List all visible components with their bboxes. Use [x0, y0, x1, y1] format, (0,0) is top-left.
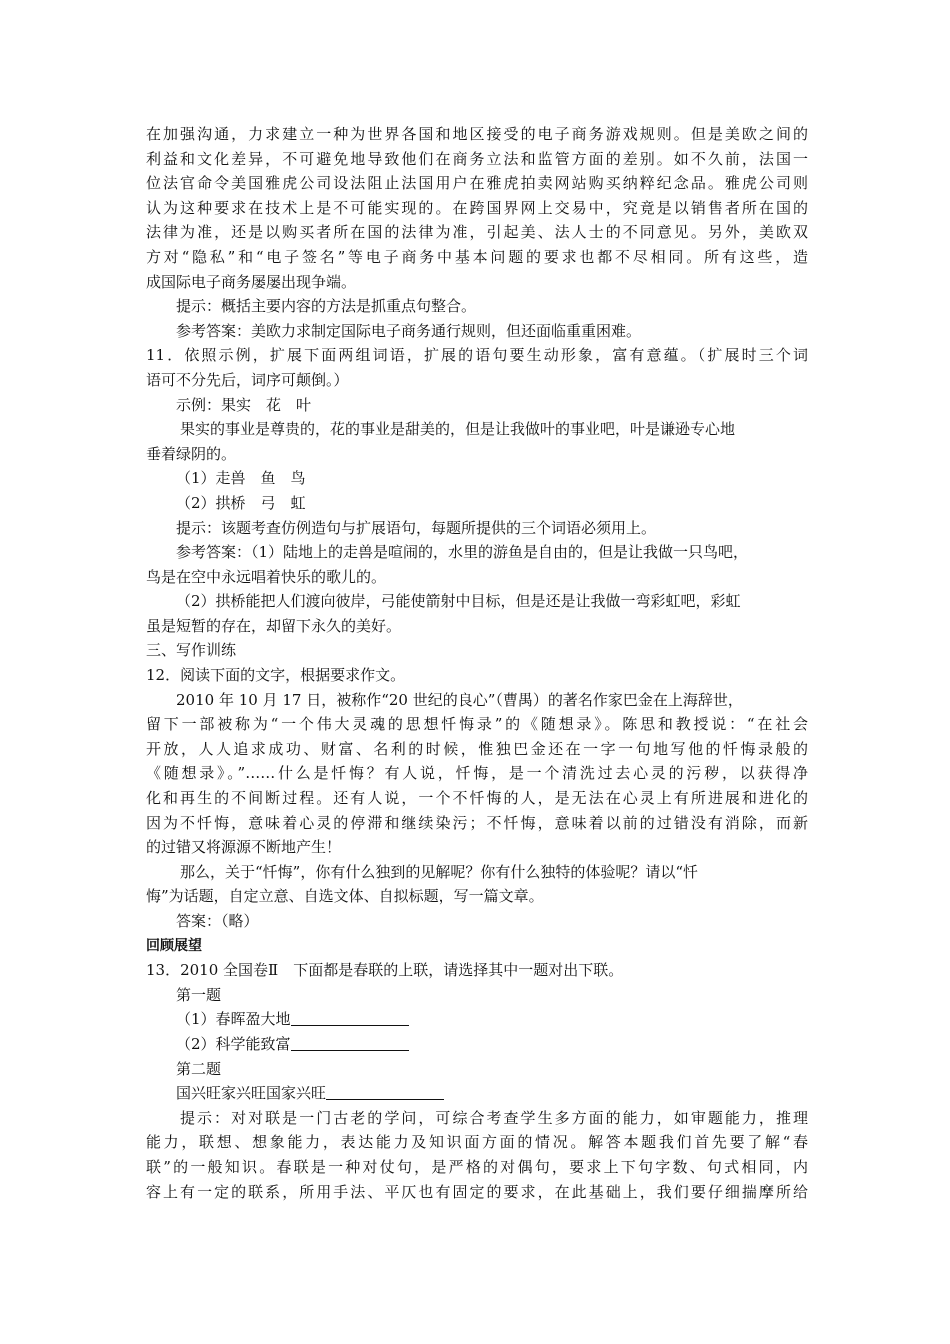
answer-blank [291, 1009, 409, 1026]
text-line [146, 1081, 808, 1106]
line-text: 参考答案：（1）陆地上的走兽是喧闹的，水里的游鱼是自由的，但是让我做一只鸟吧， [176, 543, 749, 562]
text-line [146, 638, 808, 663]
text-line [146, 663, 808, 688]
text-line [146, 171, 808, 196]
answer-blank [326, 1083, 444, 1100]
text-line [146, 860, 808, 885]
line-text: 2010 年 10 月 17 日，被称作“20 世纪的良心”（曹禺）的著名作家巴金在上海辞世， [176, 690, 743, 709]
line-text: （2）拱桥 弓 虹 [176, 493, 306, 512]
text-line [146, 270, 808, 295]
line-text: 那么，关于“忏悔”，你有什么独到的见解呢？你有什么独特的体验呢？请以“忏 [180, 862, 699, 881]
text-line [146, 786, 808, 811]
line-text: 法律为准，还是以购买者所在国的法律为准，引起美、法人士的不同意见。另外，美欧双 [146, 223, 808, 242]
text-line [146, 1106, 808, 1131]
line-text: 回顾展望 [146, 937, 202, 954]
text-line [146, 688, 808, 713]
document-page [146, 122, 808, 1204]
text-line [146, 466, 808, 491]
text-line [146, 417, 808, 442]
text-line [146, 811, 808, 836]
line-text: 联”的一般知识。春联是一种对仗句，是严格的对偶句，要求上下句字数、句式相同，内 [146, 1157, 808, 1176]
text-line [146, 343, 808, 368]
text-line [146, 909, 808, 934]
line-text: 第一题 [176, 985, 222, 1004]
text-line [146, 737, 808, 762]
text-line [146, 245, 808, 270]
text-line [146, 958, 808, 983]
text-line [146, 294, 808, 319]
text-line [146, 147, 808, 172]
line-text: 因为不忏悔，意味着心灵的停滞和继续染污；不忏悔，意味着以前的过错没有消除，而新 [146, 813, 808, 832]
line-text: 悔”为话题，自定立意、自选文体、自拟标题，写一篇文章。 [146, 887, 544, 906]
answer-blank [291, 1034, 409, 1051]
text-line [146, 368, 808, 393]
text-line [146, 442, 808, 467]
text-line [146, 835, 808, 860]
line-text: 提示：概括主要内容的方法是抓重点句整合。 [176, 297, 477, 316]
text-line [146, 516, 808, 541]
line-text: 13．2010 全国卷Ⅱ 下面都是春联的上联，请选择其中一题对出下联。 [146, 961, 624, 980]
line-text: 成国际电子商务屡屡出现争端。 [146, 272, 357, 291]
line-text: 虽是短暂的存在，却留下永久的美好。 [146, 616, 402, 635]
line-text: 留下一部被称为“一个伟大灵魂的思想忏悔录”的《随想录》。陈思和教授说：“在社会 [146, 715, 808, 734]
line-text: 国兴旺家兴旺国家兴旺 [176, 1084, 327, 1103]
text-line [146, 1032, 808, 1057]
line-text: 提示：该题考查仿例造句与扩展语句，每题所提供的三个词语必须用上。 [176, 518, 657, 537]
line-text: （1）春晖盈大地 [176, 1010, 291, 1029]
line-text: 参考答案：美欧力求制定国际电子商务通行规则，但还面临重重困难。 [176, 321, 642, 340]
text-line [146, 393, 808, 418]
line-text: 11．依照示例，扩展下面两组词语，扩展的语句要生动形象，富有意蕴。（扩展时三个词 [146, 346, 808, 365]
line-text: 的过错又将源源不断地产生！ [146, 838, 342, 857]
text-line [146, 1155, 808, 1180]
line-text: （2）拱桥能把人们渡向彼岸，弓能使箭射中目标，但是还是让我做一弯彩虹吧，彩虹 [176, 592, 741, 611]
line-text: 答案：（略） [176, 912, 259, 930]
text-line [146, 589, 808, 614]
text-line [146, 491, 808, 516]
text-line [146, 122, 808, 147]
line-text: 能力，联想、想象能力，表达能力及知识面方面的情况。解答本题我们首先要了解“春 [146, 1133, 808, 1152]
line-text: 12．阅读下面的文字，根据要求作文。 [146, 666, 406, 685]
line-text: 开放，人人追求成功、财富、名利的时候，惟独巴金还在一字一句地写他的忏悔录般的 [146, 739, 808, 758]
text-line [146, 712, 808, 737]
text-line [146, 761, 808, 786]
line-text: 垂着绿阴的。 [146, 444, 237, 463]
line-text: 在加强沟通，力求建立一种为世界各国和地区接受的电子商务游戏规则。但是美欧之间的 [146, 125, 808, 143]
line-text: 鸟是在空中永远唱着快乐的歌儿的。 [146, 567, 387, 586]
text-line [146, 565, 808, 590]
text-line [146, 1180, 808, 1205]
line-text: 容上有一定的联系，所用手法、平仄也有固定的要求，在此基础上，我们要仔细揣摩所给 [146, 1182, 808, 1201]
line-text: 利益和文化差异，不可避免地导致他们在商务立法和监管方面的差别。如不久前，法国一 [146, 149, 808, 168]
line-text: 位法官命令美国雅虎公司设法阻止法国用户在雅虎拍卖网站购买纳粹纪念品。雅虎公司则 [146, 174, 808, 193]
line-text: 《随想录》。”……什么是忏悔？有人说，忏悔，是一个清洗过去心灵的污秽，以获得净 [146, 764, 808, 783]
text-line [146, 1057, 808, 1082]
section-heading [146, 934, 808, 959]
line-text: 化和再生的不间断过程。还有人说，一个不忏悔的人，是无法在心灵上有所进展和进化的 [146, 789, 808, 808]
text-line [146, 884, 808, 909]
line-text: 语可不分先后，词序可颠倒。） [146, 370, 349, 389]
line-text: 第二题 [176, 1059, 222, 1078]
line-text: 示例：果实 花 叶 [176, 395, 312, 414]
line-text: （1）走兽 鱼 鸟 [176, 469, 306, 488]
text-line [146, 1007, 808, 1032]
text-line [146, 196, 808, 221]
line-text: 果实的事业是尊贵的，花的事业是甜美的，但是让我做叶的事业吧，叶是谦逊专心地 [180, 420, 736, 439]
line-text: 提示：对对联是一门古老的学问，可综合考查学生多方面的能力，如审题能力，推理 [180, 1108, 808, 1127]
text-line [146, 1130, 808, 1155]
text-line [146, 614, 808, 639]
text-line [146, 319, 808, 344]
text-line [146, 220, 808, 245]
text-line [146, 540, 808, 565]
line-text: 认为这种要求在技术上是不可能实现的。在跨国界网上交易中，究竟是以销售者所在国的 [146, 198, 808, 217]
line-text: 方对“隐私”和“电子签名”等电子商务中基本问题的要求也都不尽相同。所有这些，造 [146, 247, 808, 266]
text-line [146, 983, 808, 1008]
line-text: （2）科学能致富 [176, 1034, 291, 1053]
line-text: 三、写作训练 [146, 641, 237, 660]
